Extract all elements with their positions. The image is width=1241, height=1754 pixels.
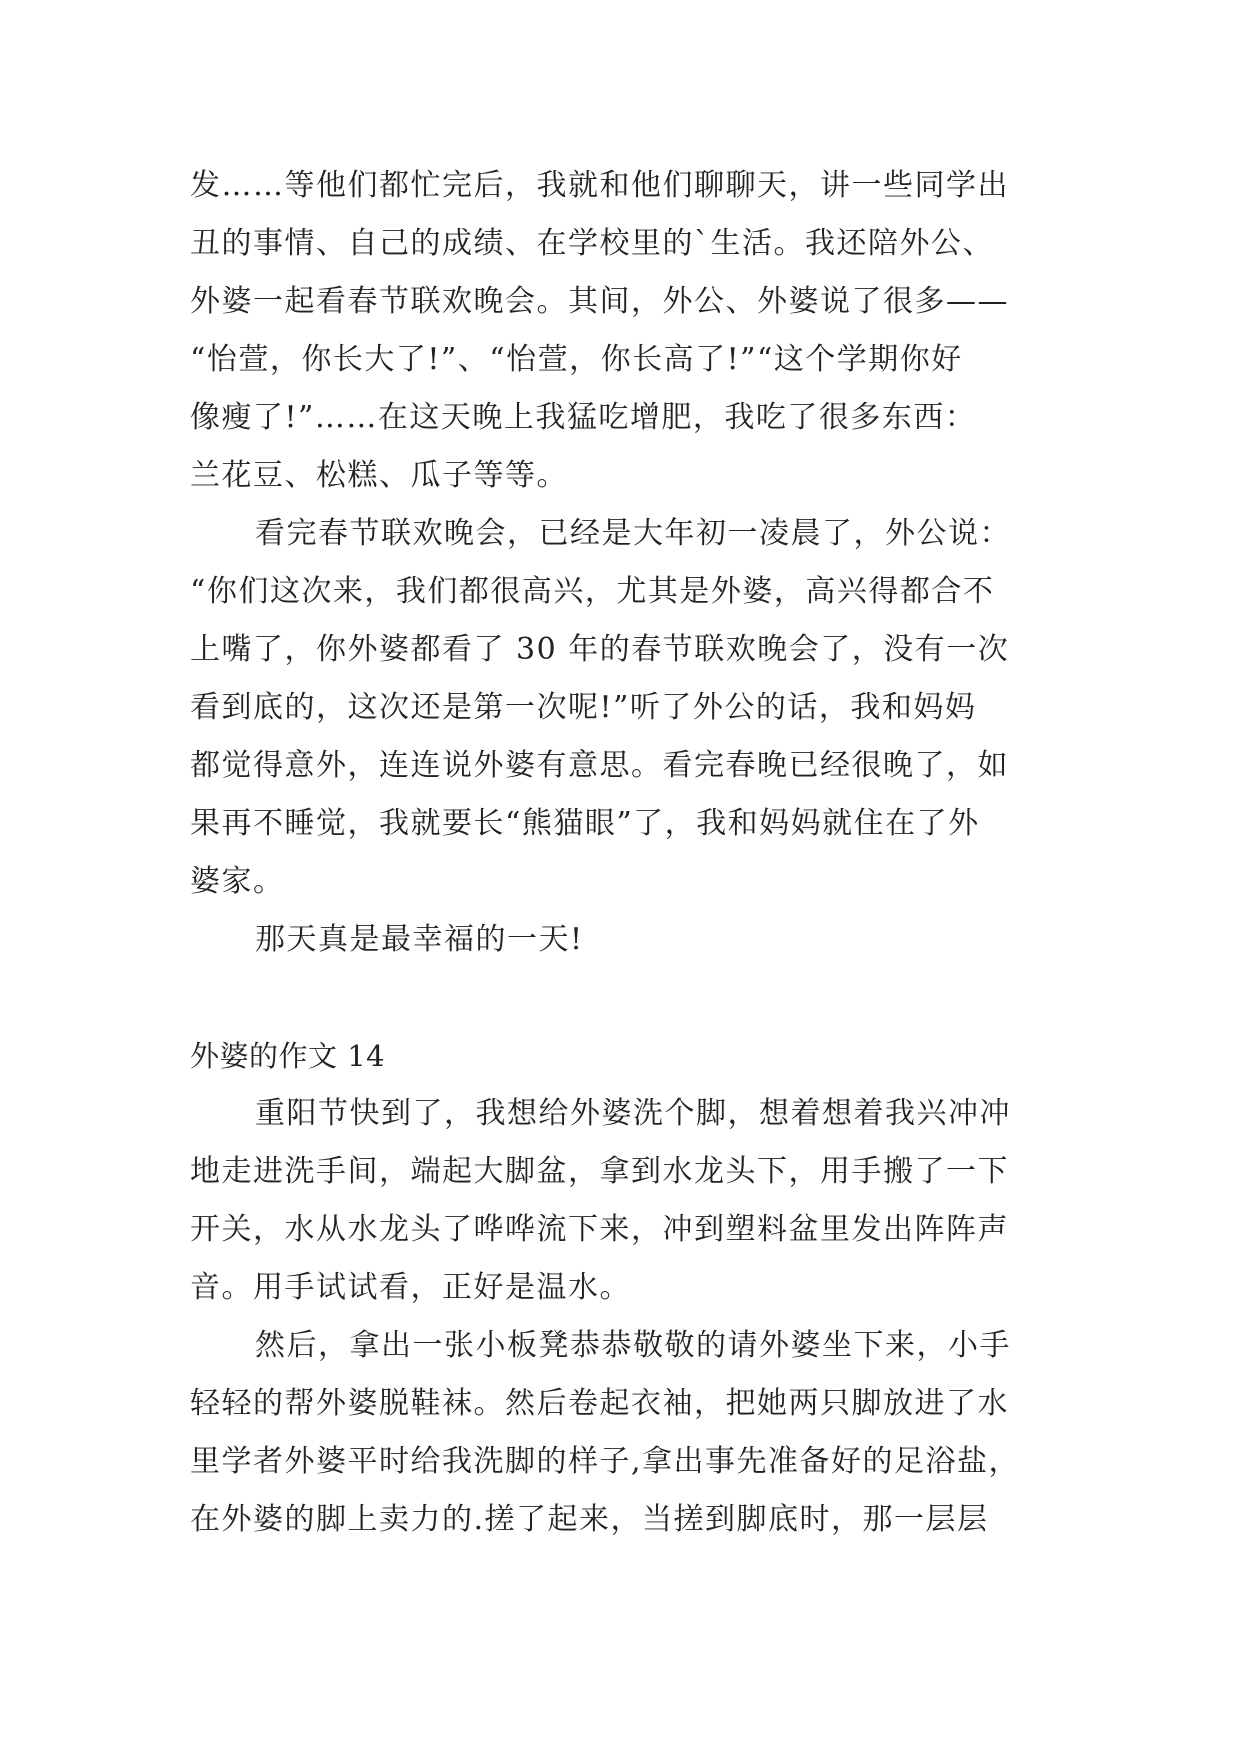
paragraph-line: 兰花豆、松糕、瓜子等等。	[190, 458, 568, 493]
paragraph-line: 看完春节联欢晚会，已经是大年初一凌晨了，外公说：	[255, 516, 1011, 551]
paragraph-line: 地走进洗手间，端起大脚盆，拿到水龙头下，用手搬了一下	[190, 1154, 1009, 1189]
paragraph-line: 发……等他们都忙完后，我就和他们聊聊天，讲一些同学出	[190, 168, 1009, 203]
paragraph-line: 果再不睡觉，我就要长“熊猫眼”了，我和妈妈就住在了外	[190, 806, 980, 841]
paragraph-line: 像瘦了!”……在这天晚上我猛吃增肥，我吃了很多东西：	[190, 400, 977, 435]
paragraph-line: 都觉得意外，连连说外婆有意思。看完春晚已经很晚了，如	[190, 748, 1009, 783]
paragraph-line: 轻轻的帮外婆脱鞋袜。然后卷起衣袖，把她两只脚放进了水	[190, 1386, 1009, 1421]
paragraph-line: 里学者外婆平时给我洗脚的样子,拿出事先准备好的足浴盐，	[190, 1444, 1021, 1479]
paragraph-line: 重阳节快到了，我想给外婆洗个脚，想着想着我兴冲冲	[255, 1096, 1011, 1131]
paragraph-line: 婆家。	[190, 864, 285, 899]
paragraph-line: 音。用手试试看，正好是温水。	[190, 1270, 631, 1305]
paragraph-line: “你们这次来，我们都很高兴，尤其是外婆，高兴得都合不	[190, 574, 995, 609]
paragraph-line: 上嘴了，你外婆都看了 30 年的春节联欢晚会了，没有一次	[190, 632, 1010, 667]
paragraph-line: 然后，拿出一张小板凳恭恭敬敬的请外婆坐下来，小手	[255, 1328, 1011, 1363]
section-heading: 外婆的作文 14	[190, 1039, 386, 1073]
paragraph-line: 看到底的，这次还是第一次呢!”听了外公的话，我和妈妈	[190, 690, 977, 725]
paragraph-line: 外婆一起看春节联欢晚会。其间，外公、外婆说了很多——	[190, 284, 1009, 319]
paragraph-line: 丑的事情、自己的成绩、在学校里的`生活。我还陪外公、	[190, 226, 994, 261]
paragraph-line: 在外婆的脚上卖力的.搓了起来，当搓到脚底时，那一层层	[190, 1502, 989, 1537]
paragraph-line: “怡萱，你长大了!”、“怡萱，你长高了!”“这个学期你好	[190, 342, 963, 377]
paragraph-line: 开关，水从水龙头了哗哗流下来，冲到塑料盆里发出阵阵声	[190, 1212, 1009, 1247]
paragraph-line: 那天真是最幸福的一天!	[255, 922, 584, 957]
